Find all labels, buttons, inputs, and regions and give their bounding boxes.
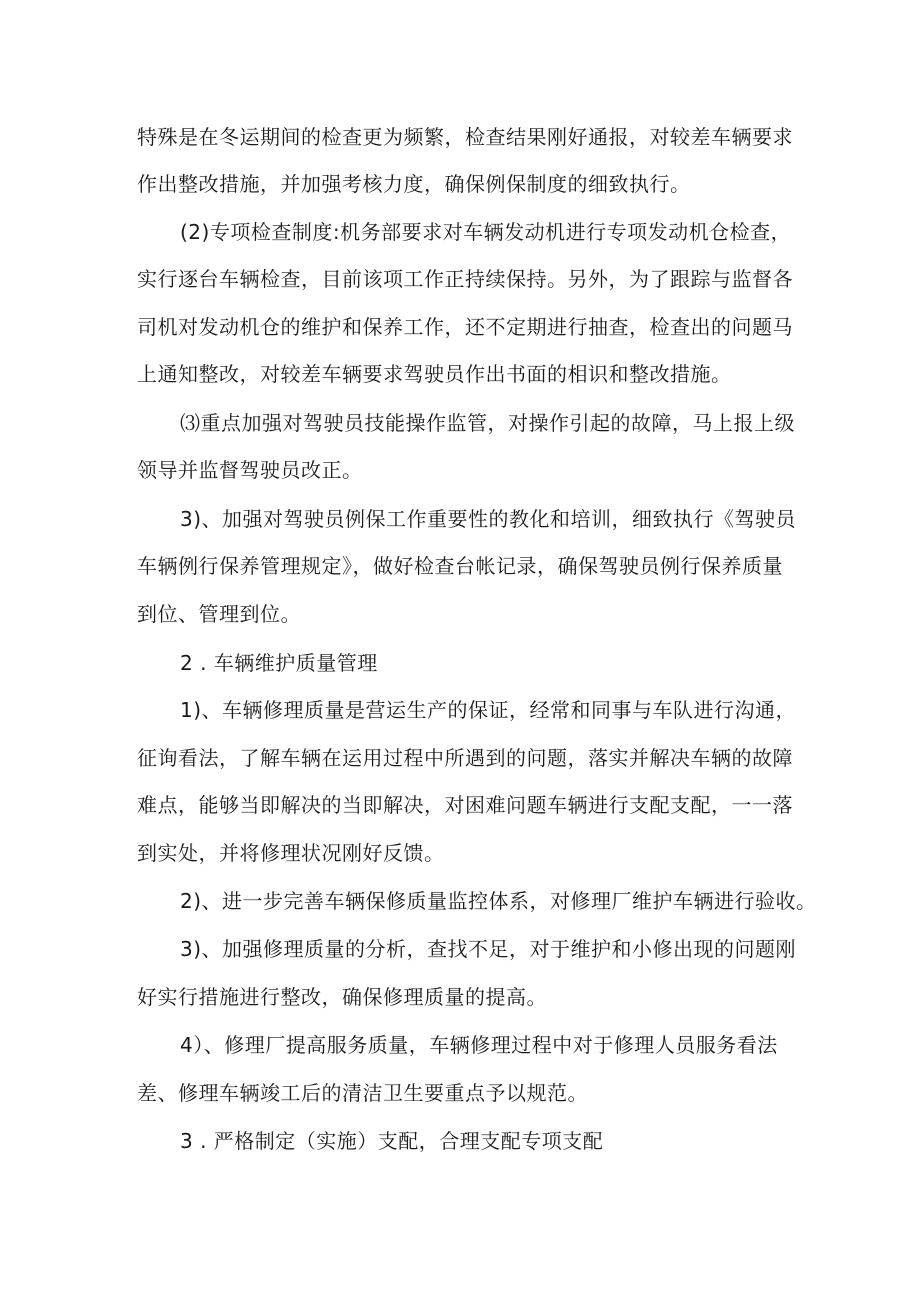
text-line: 好实行措施进行整改，确保修理质量的提高。 <box>137 985 547 1009</box>
text-line: 征询看法，了解车辆在运用过程中所遇到的问题，落实并解决车辆的故障 <box>137 746 793 770</box>
text-line: 难点，能够当即解决的当即解决，对困难问题车辆进行支配支配，一一落 <box>137 793 793 817</box>
text-line: 作出整改措施，并加强考核力度，确保例保制度的细致执行。 <box>137 172 691 196</box>
text-line: 2)、进一步完善车辆保修质量监控体系，对修理厂维护车辆进行验收。 <box>180 889 817 913</box>
section-heading: 3 . 严格制定（实施）支配，合理支配专项支配 <box>180 1129 604 1153</box>
text-line: 司机对发动机仓的维护和保养工作，还不定期进行抽查，检查出的问题马 <box>137 315 793 339</box>
text-line: 4）、修理厂提高服务质量，车辆修理过程中对于修理人员服务看法 <box>180 1033 778 1057</box>
section-heading: 2 . 车辆维护质量管理 <box>180 651 378 675</box>
text-line: 到实处，并将修理状况刚好反馈。 <box>137 841 445 865</box>
text-line: 特殊是在冬运期间的检查更为频繁，检查结果刚好通报，对较差车辆要求 <box>137 125 793 149</box>
text-line: 车辆例行保养管理规定》，做好检查台帐记录，确保驾驶员例行保养质量 <box>137 554 783 578</box>
text-line: 3)、加强对驾驶员例保工作重要性的教化和培训，细致执行《驾驶员 <box>180 507 797 531</box>
text-line: 3)、加强修理质量的分析，查找不足，对于维护和小修出现的问题刚 <box>180 937 797 961</box>
text-line: 领导并监督驾驶员改正。 <box>137 458 363 482</box>
text-line: 实行逐台车辆检查，目前该项工作正持续保持。另外，为了跟踪与监督各 <box>137 267 793 291</box>
text-line: 1)、车辆修理质量是营运生产的保证，经常和同事与车队进行沟通， <box>180 698 797 722</box>
text-line: 到位、管理到位。 <box>137 602 301 626</box>
text-line: (2)专项检查制度:机务部要求对车辆发动机进行专项发动机仓检查， <box>180 220 792 244</box>
text-line: 差、修理车辆竣工后的清洁卫生要重点予以规范。 <box>137 1081 588 1105</box>
text-line: ⑶重点加强对驾驶员技能操作监管，对操作引起的故障，马上报上级 <box>180 411 795 435</box>
text-line: 上通知整改，对较差车辆要求驾驶员作出书面的相识和整改措施。 <box>137 362 732 386</box>
